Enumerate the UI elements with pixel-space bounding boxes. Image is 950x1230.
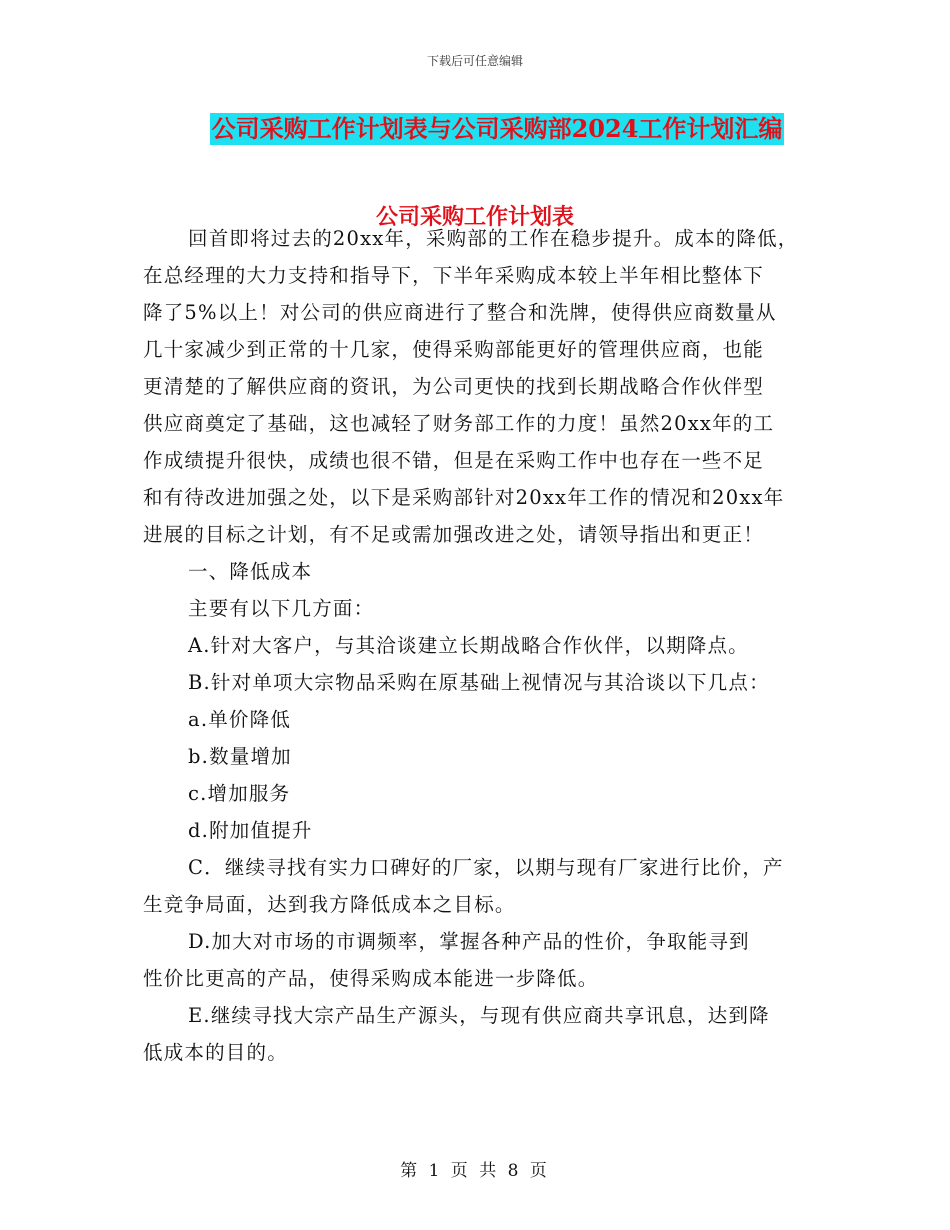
main-title: 公司采购工作计划表与公司采购部2024工作计划汇编 <box>211 114 783 143</box>
paragraph-line: 降了5%以上！对公司的供应商进行了整合和洗牌，使得供应商数量从 <box>143 301 777 324</box>
paragraph-line: 更清楚的了解供应商的资讯，为公司更快的找到长期战略合作伙伴型 <box>143 375 765 398</box>
list-item-c-line1: C．继续寻找有实力口碑好的厂家，以期与现有厂家进行比价，产 <box>188 856 784 879</box>
paragraph-line: 供应商奠定了基础，这也减轻了财务部工作的力度！虽然20xx年的工 <box>143 412 775 435</box>
paragraph-line: 作成绩提升很快，成绩也很不错，但是在采购工作中也存在一些不足 <box>143 449 765 472</box>
main-title-wrap <box>0 113 950 145</box>
list-item-d-line1: D.加大对市场的市调频率，掌握各种产品的性价，争取能寻到 <box>188 930 750 953</box>
paragraph-line: 进展的目标之计划，有不足或需加强改进之处，请领导指出和更正！ <box>143 523 765 546</box>
sub-item-d: d.附加值提升 <box>188 819 313 842</box>
paragraph-line: 和有待改进加强之处，以下是采购部针对20xx年工作的情况和20xx年 <box>143 486 785 509</box>
section-title: 公司采购工作计划表 <box>375 204 574 230</box>
header-note: 下载后可任意编辑 <box>426 54 523 68</box>
paragraph-line: 几十家减少到正常的十几家，使得采购部能更好的管理供应商，也能 <box>143 338 765 361</box>
page-footer: 第 1 页 共 8 页 <box>400 1161 550 1181</box>
list-item-e-line1: E.继续寻找大宗产品生产源头，与现有供应商共享讯息，达到降 <box>188 1004 770 1027</box>
paragraph-line: 回首即将过去的20xx年，采购部的工作在稳步提升。成本的降低， <box>188 227 799 250</box>
list-item-c-line2: 生竞争局面，达到我方降低成本之目标。 <box>143 893 516 916</box>
sub-item-c: c.增加服务 <box>188 782 291 805</box>
intro-line: 主要有以下几方面： <box>188 597 375 620</box>
list-item-a: A.针对大客户，与其洽谈建立长期战略合作伙伴，以期降点。 <box>188 634 749 657</box>
paragraph-line: 在总经理的大力支持和指导下，下半年采购成本较上半年相比整体下 <box>143 264 765 287</box>
list-item-e-line2: 低成本的目的。 <box>143 1041 288 1064</box>
sub-item-b: b.数量增加 <box>188 745 292 768</box>
section-heading: 一、降低成本 <box>188 560 313 583</box>
sub-item-a: a.单价降低 <box>188 708 292 731</box>
list-item-d-line2: 性价比更高的产品，使得采购成本能进一步降低。 <box>143 967 599 990</box>
document-body <box>143 220 808 1071</box>
list-item-b: B.针对单项大宗物品采购在原基础上视情况与其洽谈以下几点： <box>188 671 770 694</box>
